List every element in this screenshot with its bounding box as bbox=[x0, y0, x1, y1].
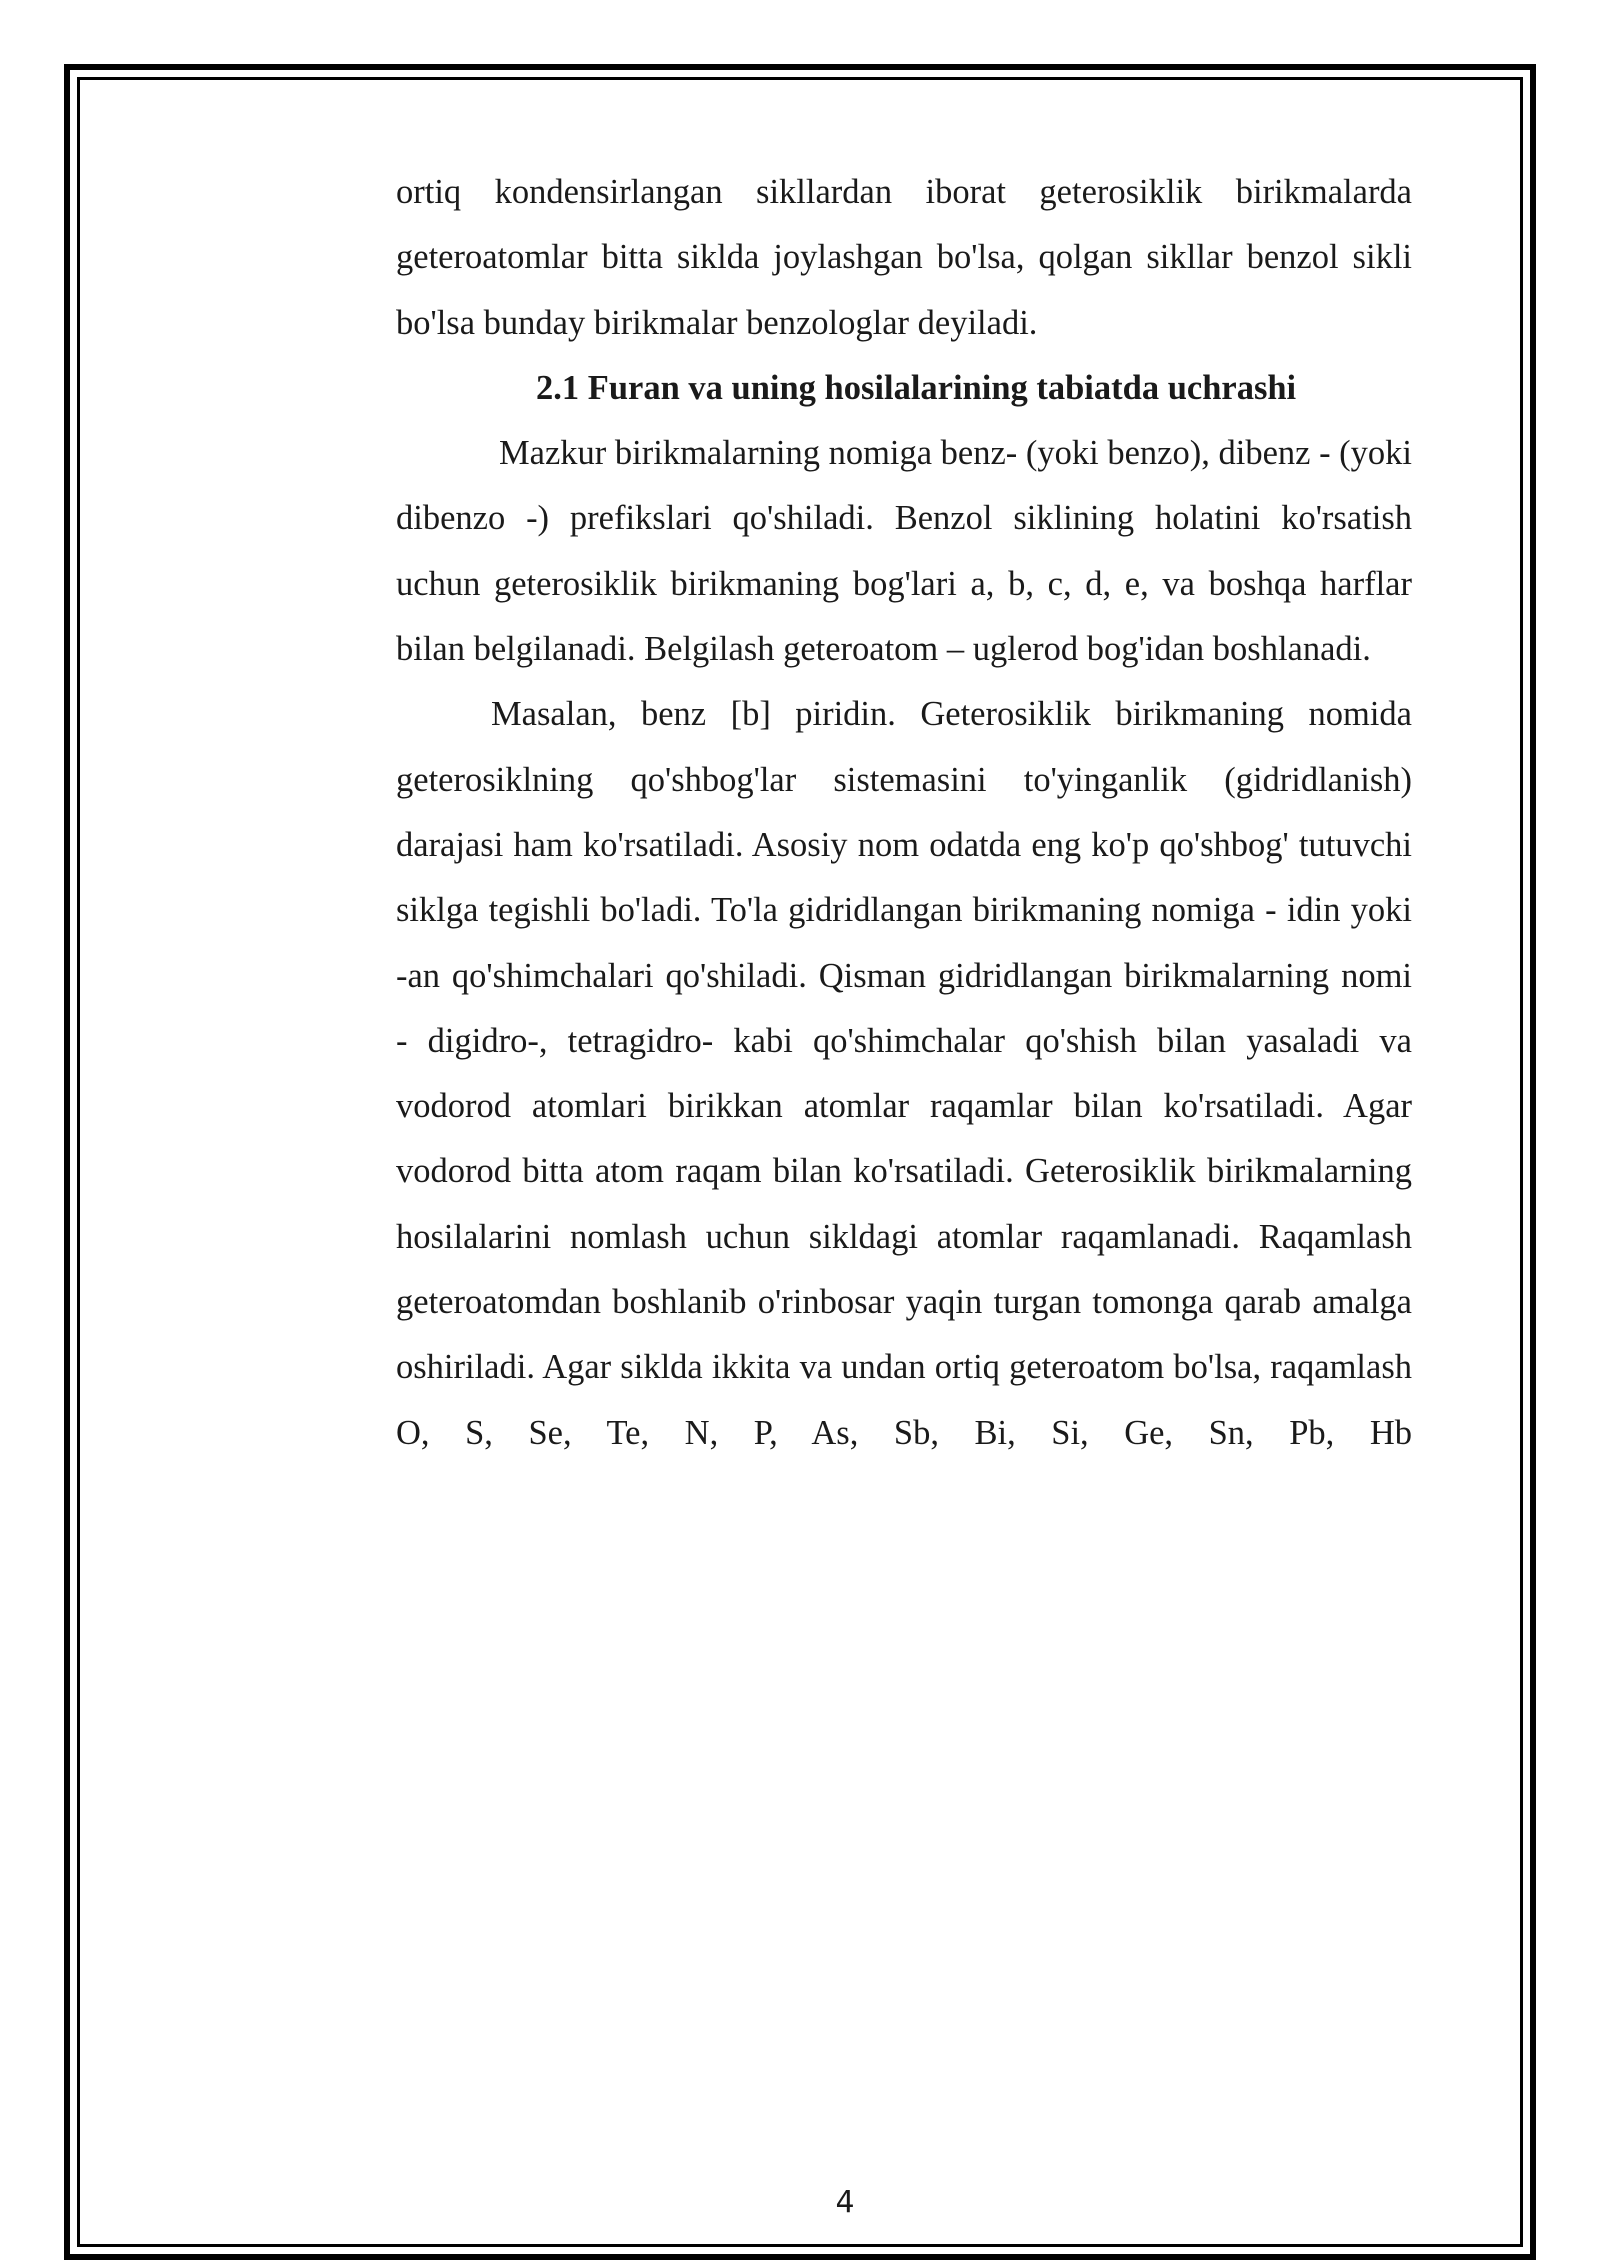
page-number: 4 bbox=[835, 2185, 855, 2220]
paragraph-prefixes: Mazkur birikmalarning nomiga benz- (yoki benzo), dibenz - (yoki dibenzo -) prefikslari qo'shiladi. Benzol siklining holatini ko'rsatish uchun geterosiklik birikmaning bog'lari a, b, c, d, e, va boshqa harflar bilan belgilanadi. Belgilash geteroatom – uglerod bog'idan boshlanadi. bbox=[396, 434, 1413, 669]
paragraph-numbering: Masalan, benz [b] piridin. Geterosiklik birikmaning nomida geterosiklning qo'shbog'lar sistemasini to'yinganlik (gidridlanish) darajasi ham ko'rsatiladi. Asosiy nom odatda eng ko'p qo'shbog' tutuvchi siklga tegishli bo'ladi. To'la gidridlangan birikmaning nomiga - idin yoki -an qo'shimchalari qo'shiladi. Qisman gidridlangan birikmalarning nomi - digidro-, tetragidro- kabi qo'shimchalar qo'shish bilan yasaladi va vodorod atomlari birikkan atomlar raqamlar bilan ko'rsatiladi. Agar vodorod bitta atom raqam bilan ko'rsatiladi. Geterosiklik birikmalarning hosilalarini nomlash uchun sikldagi atomlar raqamlanadi. Raqamlash geteroatomdan boshlanib o'rinbosar yaqin turgan tomonga qarab amalga oshiriladi. Agar siklda ikkita va undan ortiq geteroatom bo'lsa, raqamlash O, S, Se, Te, N, P, As, Sb, Bi, Si, Ge, Sn, Pb, Hb bbox=[396, 695, 1412, 1452]
paragraph-continuation: ortiq kondensirlangan sikllardan iborat geterosiklik birikmalarda geteroatomlar bitta siklda joylashgan bo'lsa, qolgan sikllar benzol sikli bo'lsa bunday birikmalar benzologlar deyiladi. bbox=[396, 173, 1412, 342]
document-body bbox=[396, 160, 1412, 1466]
section-heading: 2.1 Furan va uning hosilalarining tabiatda uchrashi bbox=[536, 368, 1297, 407]
